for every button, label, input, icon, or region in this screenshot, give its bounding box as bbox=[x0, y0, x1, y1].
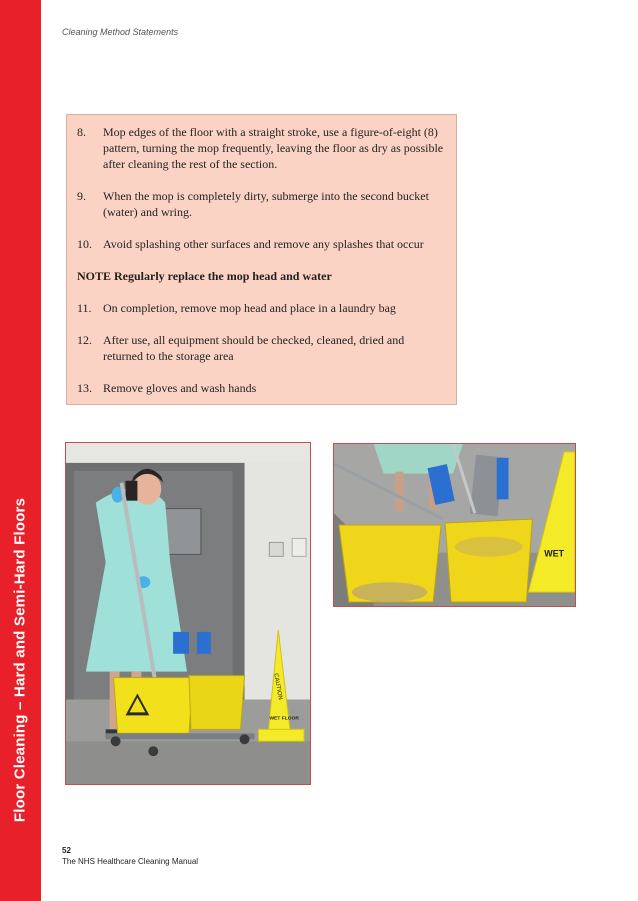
chapter-side-band bbox=[0, 0, 41, 901]
cleaner-mopping-photo bbox=[65, 442, 311, 785]
page-number: 52 bbox=[62, 846, 71, 855]
running-header: Cleaning Method Statements bbox=[62, 27, 179, 37]
mop-buckets-closeup-photo bbox=[333, 443, 576, 607]
step-item bbox=[77, 300, 446, 316]
wet-cone-text: WET bbox=[544, 548, 565, 559]
caution-sign-text: CAUTION bbox=[272, 672, 283, 701]
wet-floor-cone-text: WET FLOOR bbox=[269, 716, 300, 722]
step-item bbox=[77, 188, 446, 220]
step-item bbox=[77, 124, 446, 172]
step-number: 10. bbox=[77, 237, 92, 251]
step-item bbox=[77, 380, 446, 396]
step-number: 13. bbox=[77, 381, 92, 395]
step-text: Avoid splashing other surfaces and remove any splashes that occur bbox=[103, 237, 424, 251]
step-text: When the mop is completely dirty, submerge into the second bucket (water) and wring. bbox=[103, 189, 429, 219]
step-text: Remove gloves and wash hands bbox=[103, 381, 257, 395]
step-number: 12. bbox=[77, 333, 92, 347]
step-number: 11. bbox=[77, 301, 92, 315]
note-text: NOTE Regularly replace the mop head and water bbox=[77, 269, 332, 283]
step-item bbox=[77, 236, 446, 252]
manual-title: The NHS Healthcare Cleaning Manual bbox=[62, 857, 199, 866]
step-text: On completion, remove mop head and place in a laundry bag bbox=[103, 301, 396, 315]
step-text: Mop edges of the floor with a straight stroke, use a figure-of-eight (8) pattern, turning the mop frequently, leaving the floor as dry as possible after cleaning the rest of the section. bbox=[103, 125, 444, 171]
step-number: 8. bbox=[77, 125, 86, 139]
step-text: After use, all equipment should be checked, cleaned, dried and returned to the storage area bbox=[103, 333, 405, 363]
step-number: 9. bbox=[77, 189, 86, 203]
mop-buckets-illustration bbox=[334, 444, 575, 606]
method-steps-box bbox=[66, 114, 457, 405]
step-item bbox=[77, 332, 446, 364]
cleaner-mopping-illustration bbox=[66, 443, 310, 784]
chapter-title: Floor Cleaning – Hard and Semi-Hard Floors bbox=[11, 497, 29, 823]
